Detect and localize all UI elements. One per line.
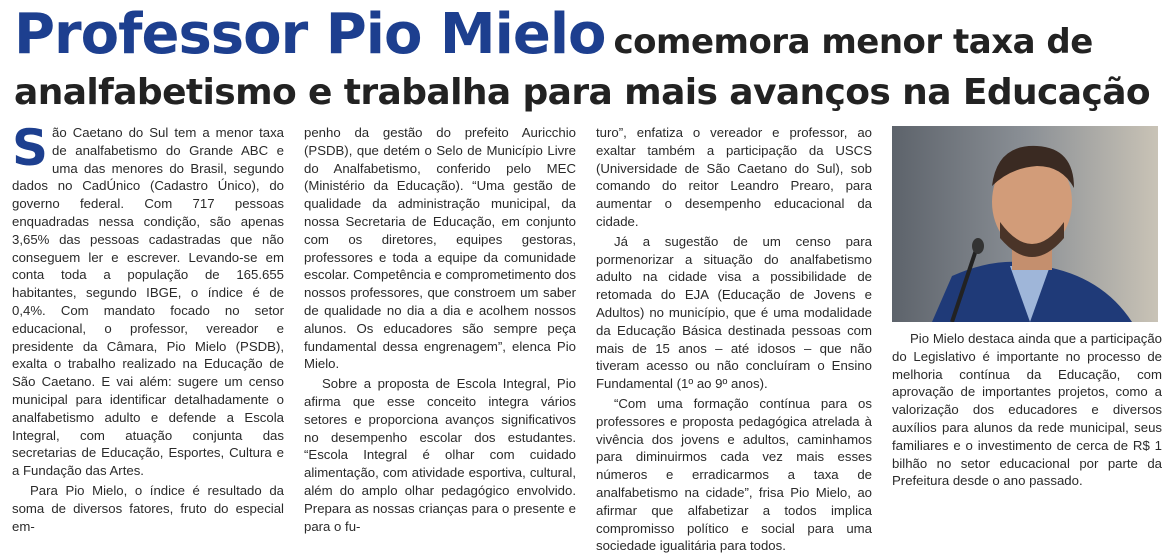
paragraph: “Com uma formação contínua para os professores e proposta pedagógica atrelada à vivência dos jovens e adultos, caminhamos para diminuirmos cada vez mais esses números e erradicarmos a taxa de analfabetismo na cidade”, frisa Pio Mielo, ao afirmar que alfabetizar a todos implica compromisso político e social para uma sociedade igualitária para todos. <box>596 395 872 554</box>
drop-cap: S <box>12 119 49 177</box>
paragraph: turo”, enfatiza o vereador e professor, ao exaltar também a participação da USCS (Universidade de São Caetano do Sul), sob comando do reitor Leandro Prearo, para aumentar o desempenho educacional da cidade. <box>596 125 872 229</box>
article-photo <box>892 126 1158 322</box>
portrait-illustration <box>892 126 1158 322</box>
headline-line-2: analfabetismo e trabalha para mais avanços na Educação <box>14 72 1151 113</box>
headline-name: Professor Pio Mielo <box>14 2 606 67</box>
paragraph-text: ão Caetano do Sul tem a menor taxa de analfabetismo do Grande ABC e uma das menores do Brasil, segundo dados no CadÚnico (Cadastro Único), do governo federal. Com 717 pessoas enquadradas nessa condição, são apenas 3,65% das pessoas cadastradas que não conseguem ler e escrever. Levando-se em conta toda a população de 165.655 habitantes, segundo IBGE, o índice é de 0,4%. Com mandato focado no setor educacional, o professor, vereador e presidente da Câmara, Pio Mielo (PSDB), exalta o trabalho realizado na Educação de São Caetano. E vai além: sugere um censo municipal para identificar detalhadamente o analfabetismo adulto e defende a Escola Integral, com atuação conjunta das secretarias de Educação, Esportes, Cultura e a Fundação das Artes. <box>12 125 284 479</box>
paragraph: Para Pio Mielo, o índice é resultado da soma de diversos fatores, fruto do especial em- <box>12 482 284 534</box>
paragraph: penho da gestão do prefeito Auricchio (PSDB), que detém o Selo de Município Livre do Analfabetismo, conferido pelo MEC (Ministério da Educação). “Uma gestão de qualidade da administração municipal, da nossa Secretaria de Educação, em conjunto com os diretores, equipes gestoras, professores e toda a equipe da comunidade escolar. Competência e comprometimento dos nossos professores, que constroem um saber de qualidade no dia a dia e acolhem nossos alunos. Os educadores são sempre peça fundamental dessa engrenagem”, elenca Pio Mielo. <box>304 125 576 372</box>
headline-rest-line-1: comemora menor taxa de <box>613 22 1093 62</box>
article-column-2 <box>304 124 576 535</box>
headline-line-1 <box>14 2 1164 68</box>
paragraph: Já a sugestão de um censo para pormenorizar a situação do analfabetismo adulto na cidade visa a possibilidade de retomada do EJA (Educação de Jovens e Adultos) no município, que é uma modalidade da Educação Básica destinada pessoas com mais de 15 anos – até idosos – que não tiveram acesso ou não concluíram o Ensino Fundamental (1º ao 9º anos). <box>596 233 872 392</box>
article-column-4 <box>892 330 1162 490</box>
paragraph: Pio Mielo destaca ainda que a participação do Legislativo é importante no processo de melhoria contínua da Educação, com aprovação de importantes projetos, como a valorização dos educadores e diversos auxílios para alunos da rede municipal, seus familiares e o investimento de cerca de R$ 1 bilhão no setor educacional por parte da Prefeitura desde o ano passado. <box>892 331 1162 489</box>
article-column-3 <box>596 124 872 555</box>
paragraph <box>12 119 284 480</box>
paragraph: Sobre a proposta de Escola Integral, Pio afirma que esse conceito integra vários setores e proporciona avanços significativos no desempenho escolar dos estudantes. “Escola Integral é olhar com cuidado alimentação, com atividade esportiva, cultural, além do amplo olhar pedagógico envolvido. Prepara as nossas crianças para o presente e para o fu- <box>304 376 576 534</box>
article-column-1 <box>12 119 284 535</box>
